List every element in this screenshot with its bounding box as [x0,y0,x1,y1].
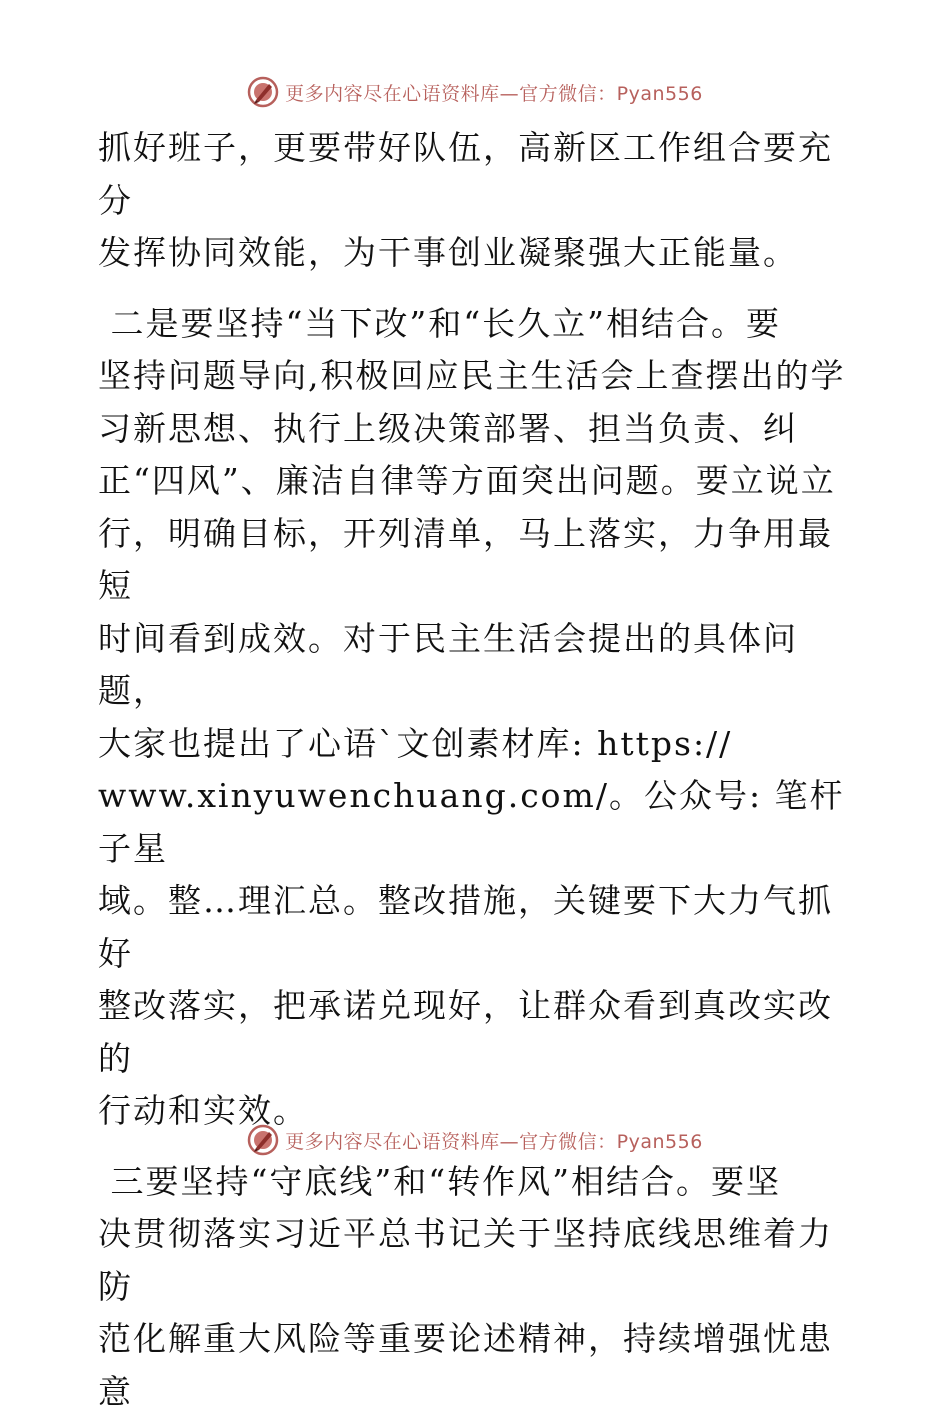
header-watermark [0,72,950,112]
watermark-text: 更多内容尽在心语资料库—官方微信：Pyan556 [285,79,703,106]
paragraph: 三要坚持“守底线”和“转作风”相结合。要坚 决贯彻落实习近平总书记关于坚持底线思维着力防 范化解重大风险等重要论述精神，持续增强忧患意 [98,1156,858,1418]
watermark-text: 更多内容尽在心语资料库—官方微信：Pyan556 [285,1127,703,1154]
pen-logo-icon [247,1124,279,1156]
pen-logo-icon [247,76,279,108]
paragraph: 二是要坚持“当下改”和“长久立”相结合。要 坚持问题导向,积极回应民主生活会上查摆出的学 习新思想、执行上级决策部署、担当负责、纠 正“四风”、廉洁自律等方面突出问题。要立说立 行，明确目标，开列清单，马上落实，力争用最短 时间看到成效。对于民主生活会提出的具体问题， 大家也提出了心语`文创素材库: https:// www.xinyuwenchuang.com/。公众号: 笔杆子星 域。整…理汇总。整改措施，关键要下大力气抓好 整改落实，把承诺兑现好，让群众看到真改实改的 行动和实效。 [98,298,858,1138]
paragraph: 抓好班子，更要带好队伍，高新区工作组合要充分 发挥协同效能，为干事创业凝聚强大正能量。 [98,122,858,280]
footer-watermark [0,1120,950,1160]
document-body [98,122,858,1418]
